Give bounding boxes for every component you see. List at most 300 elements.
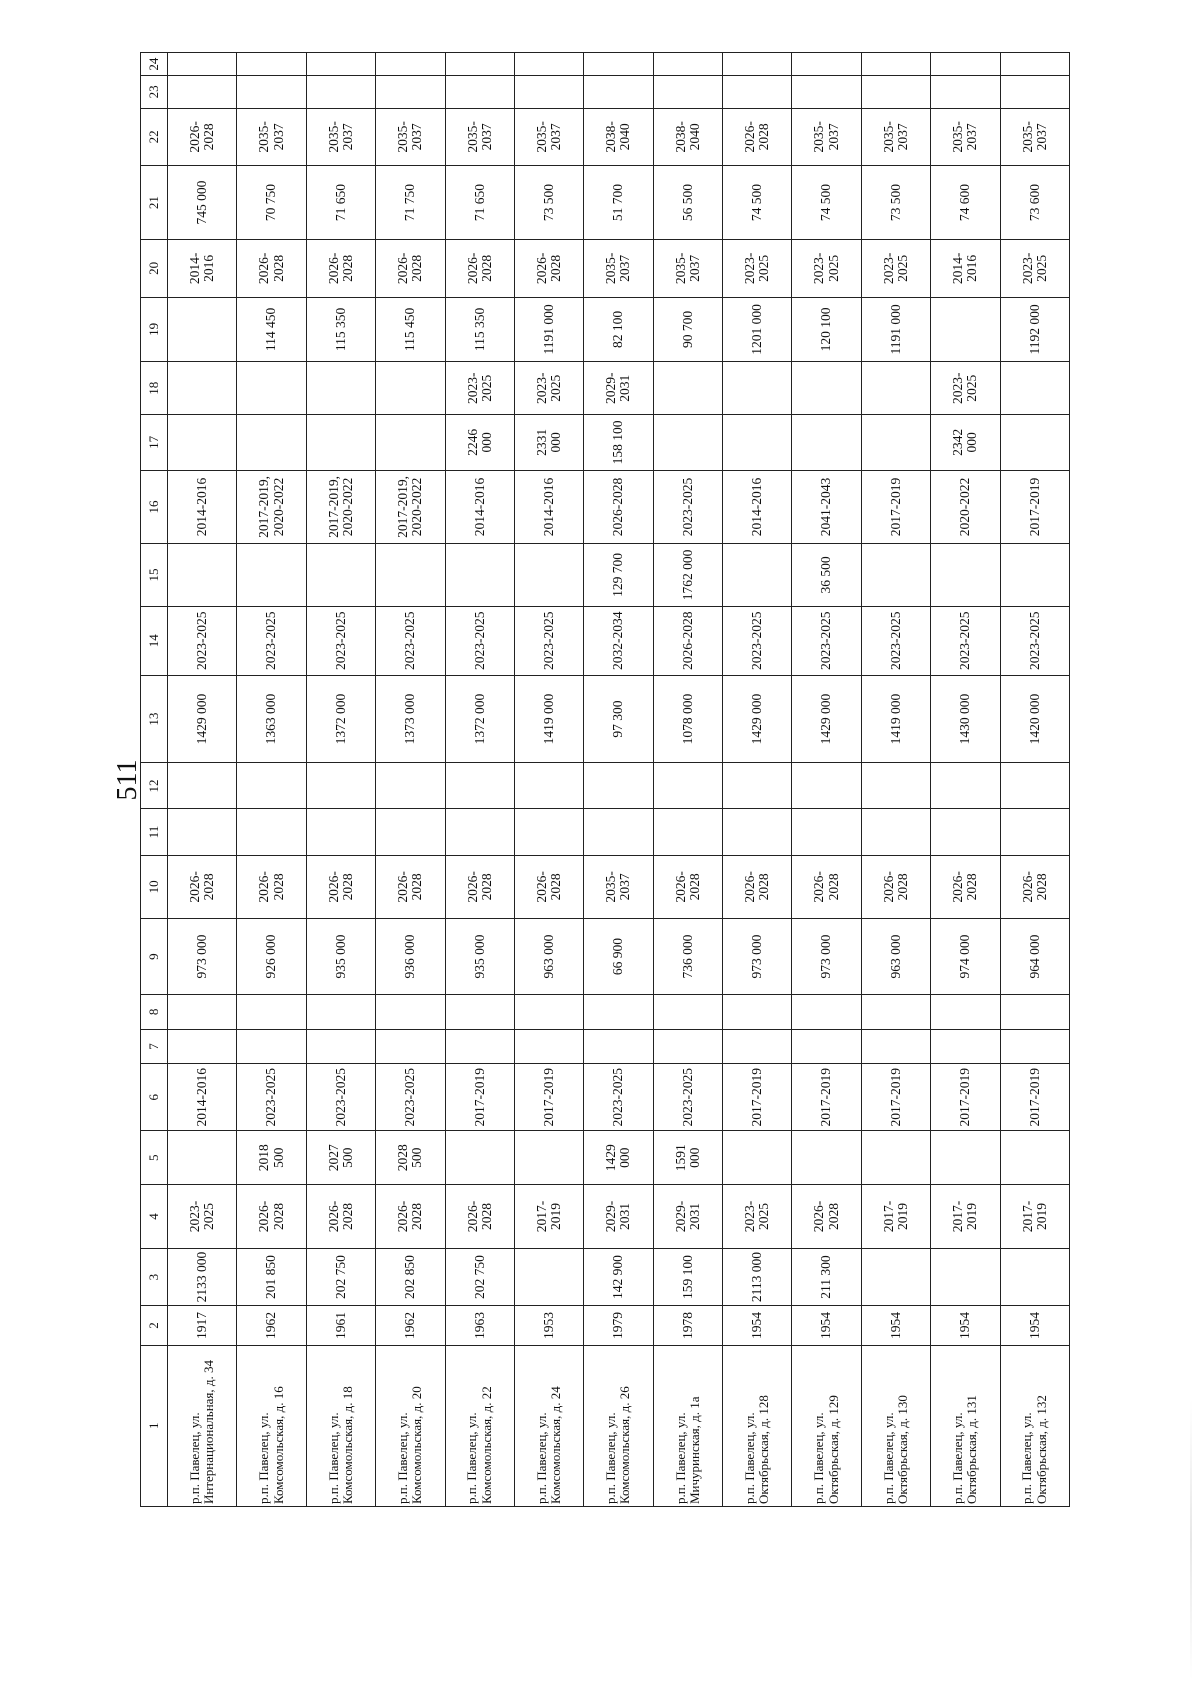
value-cell: 2035-2037 xyxy=(792,108,861,166)
value-cell: 71 650 xyxy=(306,166,375,240)
value-cell: 1917 xyxy=(168,1306,237,1345)
value-cell: 1078 000 xyxy=(653,675,722,763)
column-header-14: 14 xyxy=(141,606,168,675)
value-cell xyxy=(792,415,861,470)
value-cell: 2023-2025 xyxy=(792,239,861,297)
value-cell xyxy=(931,297,1000,362)
value-cell: 2020-2022 xyxy=(931,470,1000,544)
value-cell: 736 000 xyxy=(653,919,722,995)
value-cell: 1954 xyxy=(723,1306,792,1345)
value-cell: 1429 000 xyxy=(723,675,792,763)
value-cell: 935 000 xyxy=(445,919,514,995)
value-cell: 120 100 xyxy=(792,297,861,362)
value-cell: 2023-2025 xyxy=(723,239,792,297)
value-cell: 2026-2028 xyxy=(306,1185,375,1248)
column-header-8: 8 xyxy=(141,995,168,1030)
value-cell xyxy=(723,53,792,76)
value-cell: 70 750 xyxy=(237,166,306,240)
column-header-19: 19 xyxy=(141,297,168,362)
value-cell: 2023-2025 xyxy=(376,606,445,675)
value-cell: 2017-2019, 2020-2022 xyxy=(306,470,375,544)
value-cell xyxy=(237,362,306,415)
value-cell: 745 000 xyxy=(168,166,237,240)
column-header-16: 16 xyxy=(141,470,168,544)
value-cell: 2026-2028 xyxy=(237,239,306,297)
value-cell xyxy=(792,995,861,1030)
table-row xyxy=(653,53,722,1507)
value-cell: 2026-2028 xyxy=(445,239,514,297)
value-cell xyxy=(376,415,445,470)
value-cell xyxy=(168,53,237,76)
table-row xyxy=(306,53,375,1507)
value-cell xyxy=(445,53,514,76)
value-cell xyxy=(792,362,861,415)
value-cell xyxy=(237,763,306,809)
value-cell: 1978 xyxy=(653,1306,722,1345)
address-cell: р.п. Павелец, ул. Интернациональная, д. 34 xyxy=(168,1345,237,1506)
value-cell: 2035-2037 xyxy=(861,108,930,166)
value-cell xyxy=(168,1029,237,1064)
value-cell xyxy=(584,763,653,809)
value-cell: 1419 000 xyxy=(861,675,930,763)
value-cell: 1954 xyxy=(1000,1306,1070,1345)
value-cell xyxy=(653,53,722,76)
value-cell: 73 500 xyxy=(514,166,583,240)
value-cell xyxy=(445,1029,514,1064)
value-cell: 2017-2019 xyxy=(931,1064,1000,1131)
value-cell xyxy=(723,415,792,470)
address-cell: р.п. Павелец, ул. Октябрьская, д. 129 xyxy=(792,1345,861,1506)
value-cell: 114 450 xyxy=(237,297,306,362)
value-cell: 2026-2028 xyxy=(306,239,375,297)
scan-edge-artifact xyxy=(1190,1400,1192,1680)
value-cell: 66 900 xyxy=(584,919,653,995)
value-cell xyxy=(931,995,1000,1030)
column-header-3: 3 xyxy=(141,1248,168,1306)
value-cell xyxy=(376,763,445,809)
value-cell: 2026-2028 xyxy=(376,1185,445,1248)
value-cell: 1372 000 xyxy=(445,675,514,763)
value-cell: 2023-2025 xyxy=(168,1185,237,1248)
value-cell xyxy=(792,76,861,108)
value-cell: 2023-2025 xyxy=(168,606,237,675)
value-cell: 201 850 xyxy=(237,1248,306,1306)
value-cell: 963 000 xyxy=(861,919,930,995)
value-cell: 2113 000 xyxy=(723,1248,792,1306)
address-cell: р.п. Павелец, ул. Комсомольская, д. 16 xyxy=(237,1345,306,1506)
value-cell xyxy=(237,53,306,76)
column-header-9: 9 xyxy=(141,919,168,995)
value-cell xyxy=(723,809,792,855)
value-cell: 1429 000 xyxy=(792,675,861,763)
value-cell xyxy=(1000,76,1070,108)
value-cell: 2017-2019 xyxy=(514,1064,583,1131)
value-cell xyxy=(861,1131,930,1185)
value-cell xyxy=(306,544,375,606)
value-cell: 1962 xyxy=(376,1306,445,1345)
value-cell xyxy=(237,1029,306,1064)
value-cell xyxy=(931,1131,1000,1185)
value-cell: 2023-2025 xyxy=(445,362,514,415)
value-cell xyxy=(514,76,583,108)
table-body xyxy=(168,53,1070,1507)
value-cell: 1419 000 xyxy=(514,675,583,763)
value-cell: 2014-2016 xyxy=(168,239,237,297)
value-cell xyxy=(723,995,792,1030)
value-cell xyxy=(237,809,306,855)
value-cell xyxy=(792,1029,861,1064)
value-cell xyxy=(445,809,514,855)
table-row xyxy=(723,53,792,1507)
value-cell xyxy=(861,809,930,855)
column-header-13: 13 xyxy=(141,675,168,763)
value-cell: 2023-2025 xyxy=(723,606,792,675)
value-cell: 2246 000 xyxy=(445,415,514,470)
column-header-15: 15 xyxy=(141,544,168,606)
value-cell xyxy=(514,1131,583,1185)
value-cell: 2035-2037 xyxy=(445,108,514,166)
value-cell xyxy=(792,53,861,76)
value-cell: 2027 500 xyxy=(306,1131,375,1185)
address-cell: р.п. Павелец, ул. Комсомольская, д. 18 xyxy=(306,1345,375,1506)
value-cell: 1191 000 xyxy=(514,297,583,362)
value-cell: 2035-2037 xyxy=(1000,108,1070,166)
value-cell xyxy=(306,995,375,1030)
value-cell: 51 700 xyxy=(584,166,653,240)
value-cell: 115 350 xyxy=(306,297,375,362)
value-cell xyxy=(931,53,1000,76)
value-cell: 2023-2025 xyxy=(445,606,514,675)
table-row xyxy=(792,53,861,1507)
value-cell: 2026-2028 xyxy=(514,855,583,918)
value-cell: 2023-2025 xyxy=(861,239,930,297)
column-header-11: 11 xyxy=(141,809,168,855)
value-cell: 2026-2028 xyxy=(861,855,930,918)
value-cell xyxy=(1000,1248,1070,1306)
value-cell: 74 500 xyxy=(792,166,861,240)
value-cell: 2023-2025 xyxy=(1000,606,1070,675)
value-cell xyxy=(306,1029,375,1064)
value-cell xyxy=(931,809,1000,855)
value-cell xyxy=(861,76,930,108)
column-header-7: 7 xyxy=(141,1029,168,1064)
value-cell: 211 300 xyxy=(792,1248,861,1306)
table-row xyxy=(861,53,930,1507)
value-cell xyxy=(723,76,792,108)
value-cell: 2023-2025 xyxy=(306,1064,375,1131)
value-cell: 2017-2019 xyxy=(1000,1064,1070,1131)
value-cell: 1430 000 xyxy=(931,675,1000,763)
value-cell xyxy=(306,362,375,415)
value-cell xyxy=(653,809,722,855)
value-cell: 1420 000 xyxy=(1000,675,1070,763)
value-cell: 936 000 xyxy=(376,919,445,995)
value-cell xyxy=(584,76,653,108)
value-cell xyxy=(237,76,306,108)
table-row xyxy=(1000,53,1070,1507)
value-cell: 2029-2031 xyxy=(653,1185,722,1248)
value-cell: 1591 000 xyxy=(653,1131,722,1185)
value-cell xyxy=(445,76,514,108)
value-cell xyxy=(514,1248,583,1306)
value-cell: 115 450 xyxy=(376,297,445,362)
value-cell: 158 100 xyxy=(584,415,653,470)
value-cell: 2017-2019 xyxy=(514,1185,583,1248)
value-cell xyxy=(376,544,445,606)
value-cell: 56 500 xyxy=(653,166,722,240)
value-cell xyxy=(1000,995,1070,1030)
value-cell: 1953 xyxy=(514,1306,583,1345)
value-cell: 2026-2028 xyxy=(931,855,1000,918)
value-cell: 82 100 xyxy=(584,297,653,362)
value-cell: 2026-2028 xyxy=(792,855,861,918)
value-cell: 2029-2031 xyxy=(584,1185,653,1248)
value-cell: 2023-2025 xyxy=(931,606,1000,675)
value-cell: 2023-2025 xyxy=(653,1064,722,1131)
address-cell: р.п. Павелец, ул. Октябрьская, д. 131 xyxy=(931,1345,1000,1506)
value-cell: 2026-2028 xyxy=(376,855,445,918)
value-cell: 973 000 xyxy=(792,919,861,995)
value-cell: 964 000 xyxy=(1000,919,1070,995)
value-cell: 1963 xyxy=(445,1306,514,1345)
value-cell xyxy=(168,544,237,606)
value-cell: 2023-2025 xyxy=(514,606,583,675)
value-cell xyxy=(1000,1131,1070,1185)
value-cell: 115 350 xyxy=(445,297,514,362)
value-cell: 2026-2028 xyxy=(1000,855,1070,918)
value-cell xyxy=(653,763,722,809)
address-cell: р.п. Павелец, ул. Октябрьская, д. 130 xyxy=(861,1345,930,1506)
value-cell xyxy=(168,415,237,470)
value-cell xyxy=(723,763,792,809)
value-cell: 1961 xyxy=(306,1306,375,1345)
value-cell xyxy=(168,297,237,362)
value-cell: 97 300 xyxy=(584,675,653,763)
value-cell xyxy=(376,1029,445,1064)
value-cell: 142 900 xyxy=(584,1248,653,1306)
value-cell xyxy=(653,995,722,1030)
value-cell: 2032-2034 xyxy=(584,606,653,675)
value-cell xyxy=(514,763,583,809)
value-cell: 2023-2025 xyxy=(237,606,306,675)
column-header-20: 20 xyxy=(141,239,168,297)
value-cell: 2035-2037 xyxy=(584,855,653,918)
value-cell: 2133 000 xyxy=(168,1248,237,1306)
header-row xyxy=(141,53,168,1507)
value-cell: 2342 000 xyxy=(931,415,1000,470)
column-header-21: 21 xyxy=(141,166,168,240)
value-cell: 1954 xyxy=(792,1306,861,1345)
value-cell xyxy=(584,809,653,855)
value-cell: 90 700 xyxy=(653,297,722,362)
value-cell xyxy=(653,415,722,470)
value-cell xyxy=(376,362,445,415)
value-cell: 2023-2025 xyxy=(792,606,861,675)
value-cell xyxy=(861,995,930,1030)
repair-schedule-table xyxy=(140,52,1070,1507)
value-cell xyxy=(168,76,237,108)
value-cell: 1429 000 xyxy=(168,675,237,763)
value-cell: 202 750 xyxy=(445,1248,514,1306)
value-cell: 973 000 xyxy=(723,919,792,995)
value-cell: 2014-2016 xyxy=(168,470,237,544)
value-cell xyxy=(584,1029,653,1064)
value-cell: 2014-2016 xyxy=(445,470,514,544)
value-cell: 71 750 xyxy=(376,166,445,240)
value-cell xyxy=(584,53,653,76)
column-header-4: 4 xyxy=(141,1185,168,1248)
value-cell: 1372 000 xyxy=(306,675,375,763)
value-cell xyxy=(931,1248,1000,1306)
value-cell: 2026-2028 xyxy=(168,108,237,166)
value-cell: 2026-2028 xyxy=(376,239,445,297)
value-cell xyxy=(445,763,514,809)
value-cell xyxy=(514,1029,583,1064)
column-header-5: 5 xyxy=(141,1131,168,1185)
column-header-18: 18 xyxy=(141,362,168,415)
value-cell xyxy=(445,544,514,606)
address-cell: р.п. Павелец, ул. Октябрьская, д. 132 xyxy=(1000,1345,1070,1506)
value-cell xyxy=(861,53,930,76)
value-cell: 2029-2031 xyxy=(584,362,653,415)
value-cell: 2023-2025 xyxy=(306,606,375,675)
value-cell: 2331 000 xyxy=(514,415,583,470)
value-cell: 2035-2037 xyxy=(376,108,445,166)
value-cell: 2017-2019 xyxy=(861,470,930,544)
value-cell xyxy=(168,995,237,1030)
value-cell xyxy=(514,995,583,1030)
table-row xyxy=(584,53,653,1507)
column-header-24: 24 xyxy=(141,53,168,76)
table-row xyxy=(237,53,306,1507)
value-cell xyxy=(584,995,653,1030)
value-cell xyxy=(445,1131,514,1185)
value-cell xyxy=(514,53,583,76)
value-cell: 73 600 xyxy=(1000,166,1070,240)
column-header-17: 17 xyxy=(141,415,168,470)
value-cell: 73 500 xyxy=(861,166,930,240)
value-cell: 1962 xyxy=(237,1306,306,1345)
value-cell: 2014-2016 xyxy=(514,470,583,544)
value-cell: 2023-2025 xyxy=(376,1064,445,1131)
value-cell xyxy=(306,415,375,470)
value-cell xyxy=(1000,362,1070,415)
value-cell: 1954 xyxy=(931,1306,1000,1345)
column-header-12: 12 xyxy=(141,763,168,809)
value-cell xyxy=(306,53,375,76)
value-cell xyxy=(168,1131,237,1185)
table-row xyxy=(514,53,583,1507)
value-cell: 1373 000 xyxy=(376,675,445,763)
address-cell: р.п. Павелец, ул. Комсомольская, д. 26 xyxy=(584,1345,653,1506)
table-row xyxy=(445,53,514,1507)
value-cell xyxy=(653,1029,722,1064)
value-cell: 2023-2025 xyxy=(723,1185,792,1248)
value-cell: 129 700 xyxy=(584,544,653,606)
value-cell: 2026-2028 xyxy=(723,108,792,166)
value-cell xyxy=(514,809,583,855)
value-cell: 2017-2019 xyxy=(1000,470,1070,544)
value-cell: 2017-2019, 2020-2022 xyxy=(376,470,445,544)
address-cell: р.п. Павелец, ул. Комсомольская, д. 20 xyxy=(376,1345,445,1506)
value-cell xyxy=(653,362,722,415)
value-cell xyxy=(931,544,1000,606)
value-cell: 2026-2028 xyxy=(653,606,722,675)
value-cell: 2026-2028 xyxy=(723,855,792,918)
value-cell xyxy=(1000,544,1070,606)
value-cell xyxy=(445,995,514,1030)
value-cell: 2023-2025 xyxy=(931,362,1000,415)
value-cell xyxy=(653,76,722,108)
value-cell xyxy=(931,1029,1000,1064)
table-row xyxy=(931,53,1000,1507)
value-cell: 2038-2040 xyxy=(653,108,722,166)
value-cell: 2026-2028 xyxy=(445,855,514,918)
value-cell: 74 600 xyxy=(931,166,1000,240)
value-cell xyxy=(931,76,1000,108)
value-cell: 2017-2019 xyxy=(861,1185,930,1248)
value-cell xyxy=(1000,763,1070,809)
value-cell: 2014-2016 xyxy=(168,1064,237,1131)
value-cell xyxy=(861,362,930,415)
value-cell: 2026-2028 xyxy=(168,855,237,918)
value-cell: 2017-2019 xyxy=(792,1064,861,1131)
value-cell: 2014-2016 xyxy=(723,470,792,544)
value-cell: 1954 xyxy=(861,1306,930,1345)
value-cell xyxy=(723,1029,792,1064)
value-cell: 2028 500 xyxy=(376,1131,445,1185)
value-cell: 2038-2040 xyxy=(584,108,653,166)
value-cell: 2041-2043 xyxy=(792,470,861,544)
column-header-1: 1 xyxy=(141,1345,168,1506)
value-cell xyxy=(306,763,375,809)
value-cell: 1191 000 xyxy=(861,297,930,362)
value-cell: 74 500 xyxy=(723,166,792,240)
address-cell: р.п. Павелец, ул. Мичуринская, д. 1а xyxy=(653,1345,722,1506)
value-cell xyxy=(861,763,930,809)
value-cell: 36 500 xyxy=(792,544,861,606)
value-cell xyxy=(237,544,306,606)
value-cell xyxy=(1000,809,1070,855)
column-header-6: 6 xyxy=(141,1064,168,1131)
value-cell: 2026-2028 xyxy=(584,470,653,544)
value-cell xyxy=(376,76,445,108)
value-cell xyxy=(1000,415,1070,470)
value-cell: 2026-2028 xyxy=(792,1185,861,1248)
value-cell xyxy=(792,763,861,809)
value-cell xyxy=(376,995,445,1030)
address-cell: р.п. Павелец, ул. Комсомольская, д. 24 xyxy=(514,1345,583,1506)
value-cell xyxy=(861,1248,930,1306)
address-cell: р.п. Павелец, ул. Комсомольская, д. 22 xyxy=(445,1345,514,1506)
value-cell xyxy=(931,763,1000,809)
value-cell xyxy=(1000,53,1070,76)
value-cell: 2026-2028 xyxy=(514,239,583,297)
value-cell xyxy=(1000,1029,1070,1064)
value-cell: 1363 000 xyxy=(237,675,306,763)
value-cell: 2023-2025 xyxy=(237,1064,306,1131)
value-cell: 2026-2028 xyxy=(237,1185,306,1248)
value-cell xyxy=(861,415,930,470)
value-cell: 1192 000 xyxy=(1000,297,1070,362)
value-cell: 2026-2028 xyxy=(653,855,722,918)
value-cell: 926 000 xyxy=(237,919,306,995)
value-cell: 2023-2025 xyxy=(514,362,583,415)
value-cell xyxy=(792,809,861,855)
value-cell: 2018 500 xyxy=(237,1131,306,1185)
address-cell: р.п. Павелец, ул. Октябрьская, д. 128 xyxy=(723,1345,792,1506)
value-cell: 963 000 xyxy=(514,919,583,995)
